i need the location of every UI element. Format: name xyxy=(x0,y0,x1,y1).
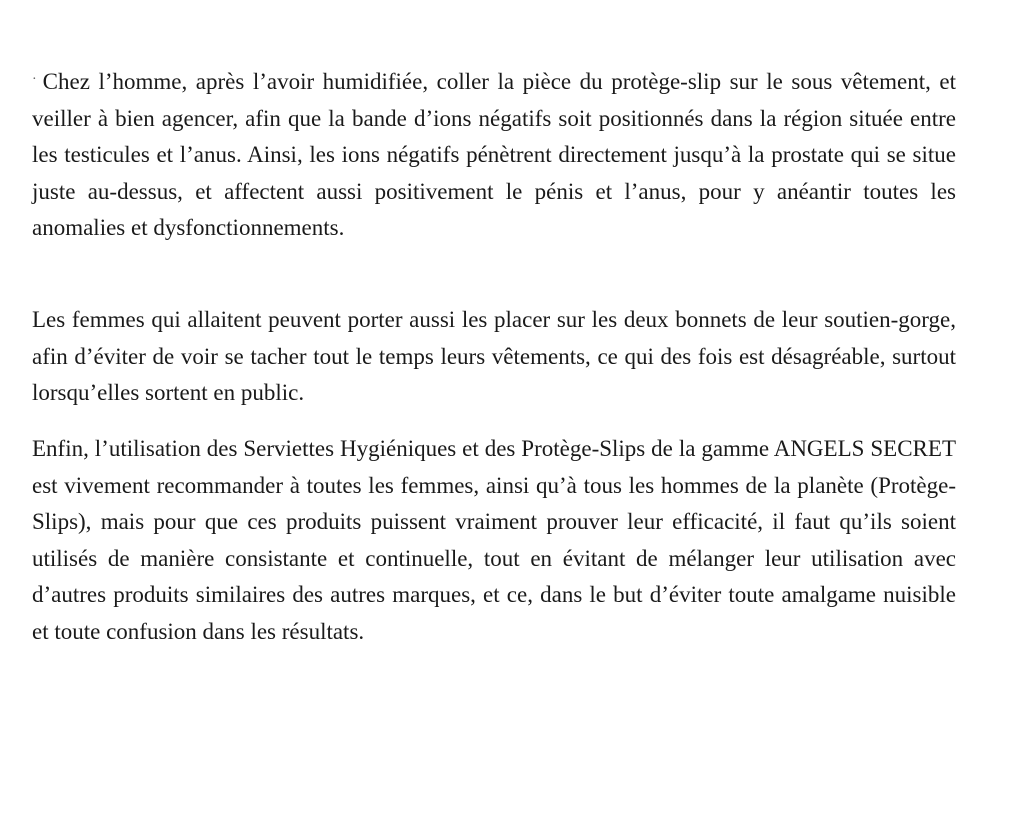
paragraph-text: Chez l’homme, après l’avoir humidifiée, coller la pièce du protège-slip sur le sous vêtement, et veiller à bien agencer, afin que la bande d’ions négatifs soit positionnés dans la région située entre les testicules et l’anus. Ainsi, les ions négatifs pénètrent directement jusqu’à la prostate qui se situe juste au-dessus, et affectent aussi positivement le pénis et l’anus, pour y anéantir toutes les anomalies et dysfonctionnements. xyxy=(32,69,956,240)
paragraph-conclusion: Enfin, l’utilisation des Serviettes Hygiéniques et des Protège-Slips de la gamme ANGELS SECRET est vivement recommander à toutes les femmes, ainsi qu’à tous les hommes de la planète (Protège-Slips), mais pour que ces produits puissent vraiment prouver leur efficacité, il faut qu’ils soient utilisés de manière consistante et continuelle, tout en évitant de mélanger leur utilisation avec d’autres produits similaires des autres marques, et ce, dans le but d’éviter toute amalgame nuisible et toute confusion dans les résultats. xyxy=(32,436,956,644)
paragraph-men-usage xyxy=(32,64,956,247)
bullet-marker: · xyxy=(32,72,37,87)
paragraph-nursing-women: Les femmes qui allaitent peuvent porter aussi les placer sur les deux bonnets de leur soutien-gorge, afin d’éviter de voir se tacher tout le temps leurs vêtements, ce qui des fois est désagréable, surtout lorsqu’elles sortent en public. xyxy=(32,307,956,405)
